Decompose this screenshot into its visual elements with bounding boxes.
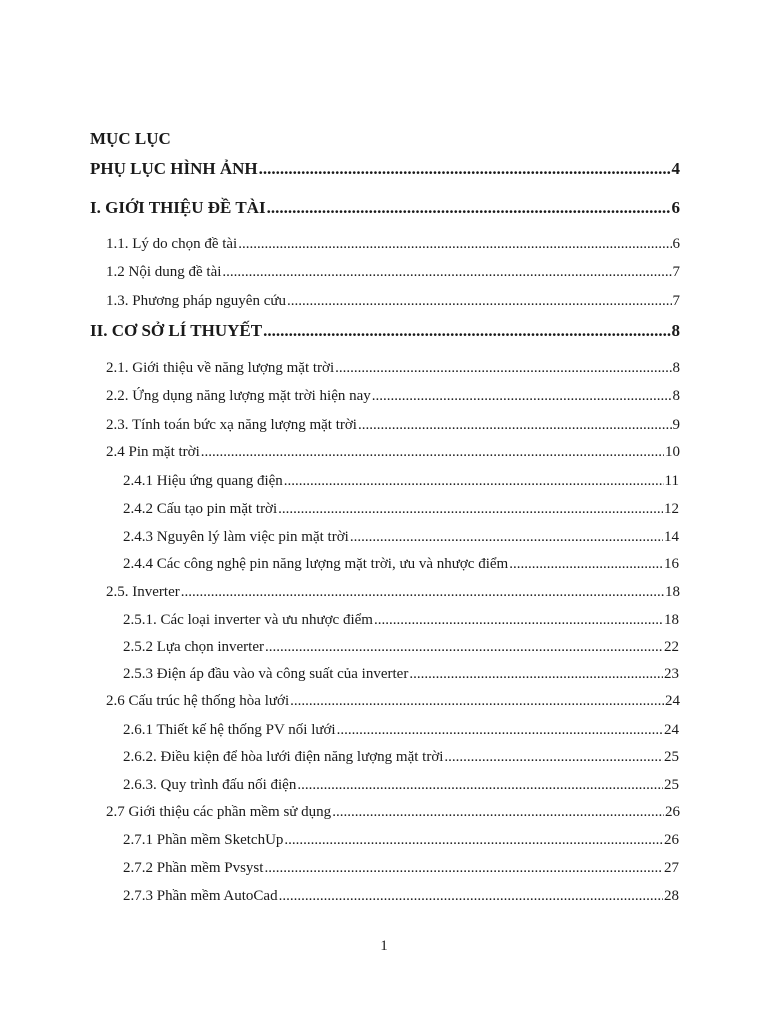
toc-entry-title: 2.5.3 Điện áp đầu vào và công suất của inverter (123, 666, 409, 682)
toc-entry-2-4[interactable] (106, 440, 680, 464)
toc-entry-page: 18 (664, 612, 679, 628)
toc-entry-2-3[interactable] (106, 413, 680, 437)
toc-dot-leader (181, 580, 664, 604)
toc-entry-title: 1.2 Nội dung đề tài (106, 264, 222, 280)
toc-dot-leader (290, 689, 664, 713)
toc-entry-title: 2.6.1 Thiết kế hệ thống PV nối lưới (123, 722, 336, 738)
toc-dot-leader (350, 525, 663, 549)
toc-entry-2-7-1[interactable] (123, 828, 679, 852)
toc-entry-2-6-2[interactable] (123, 745, 679, 769)
toc-entry-2-6[interactable] (106, 689, 680, 713)
toc-dot-leader (263, 319, 670, 343)
toc-entry-page: 25 (664, 777, 679, 793)
toc-entry-page: 16 (664, 556, 679, 572)
toc-entry-1-1[interactable] (106, 232, 680, 256)
toc-entry-2-7-3[interactable] (123, 884, 679, 908)
toc-entry-2-5[interactable] (106, 580, 680, 604)
toc-entry-title: 2.4.1 Hiệu ứng quang điện (123, 473, 283, 489)
toc-entry-page: 27 (664, 860, 679, 876)
toc-entry-phu-luc-hinh-anh[interactable] (90, 157, 680, 181)
toc-dot-leader (287, 289, 671, 313)
toc-entry-page: 24 (665, 693, 680, 709)
toc-entry-page: 8 (671, 321, 680, 340)
toc-entry-title: 2.5.1. Các loại inverter và ưu nhược điểm (123, 612, 373, 628)
toc-entry-page: 7 (672, 293, 680, 309)
toc-entry-title: 2.5.2 Lựa chọn inverter (123, 639, 264, 655)
toc-entry-1-2[interactable] (106, 260, 680, 284)
toc-entry-page: 28 (664, 888, 679, 904)
toc-entry-title: 2.6.2. Điều kiện để hòa lưới điện năng lượng mặt trời (123, 749, 444, 765)
toc-entry-1-3[interactable] (106, 289, 680, 313)
toc-entry-page: 11 (664, 473, 679, 489)
toc-entry-page: 23 (664, 666, 679, 682)
toc-dot-leader (337, 718, 663, 742)
toc-entry-title: II. CƠ SỞ LÍ THUYẾT (90, 321, 263, 340)
toc-entry-title: 2.5. Inverter (106, 584, 180, 600)
toc-entry-2-5-1[interactable] (123, 608, 679, 632)
toc-dot-leader (374, 608, 663, 632)
toc-dot-leader (238, 232, 671, 256)
toc-entry-page: 26 (664, 832, 679, 848)
toc-dot-leader (509, 552, 663, 576)
toc-entry-2-2[interactable] (106, 384, 680, 408)
toc-dot-leader (335, 356, 671, 380)
toc-dot-leader (278, 497, 663, 521)
toc-entry-page: 22 (664, 639, 679, 655)
toc-entry-page: 8 (672, 360, 680, 376)
toc-entry-title: 2.4.2 Cấu tạo pin mặt trời (123, 501, 278, 517)
toc-dot-leader (267, 196, 671, 220)
toc-dot-leader (332, 800, 664, 824)
toc-entry-title: 2.2. Ứng dụng năng lượng mặt trời hiện nay (106, 388, 371, 404)
toc-entry-page: 18 (665, 584, 680, 600)
toc-entry-page: 25 (664, 749, 679, 765)
toc-dot-leader (409, 662, 663, 686)
toc-entry-2-4-3[interactable] (123, 525, 679, 549)
page-number: 1 (380, 938, 388, 954)
toc-entry-title: PHỤ LỤC HÌNH ẢNH (90, 159, 258, 178)
toc-entry-title: 2.1. Giới thiệu về năng lượng mặt trời (106, 360, 335, 376)
toc-dot-leader (284, 469, 664, 493)
toc-entry-2-7-2[interactable] (123, 856, 679, 880)
toc-entry-2-5-3[interactable] (123, 662, 679, 686)
toc-entry-2-5-2[interactable] (123, 635, 679, 659)
toc-dot-leader (259, 157, 671, 181)
toc-dot-leader (297, 773, 663, 797)
toc-entry-page: 10 (665, 444, 680, 460)
toc-entry-2-4-4[interactable] (123, 552, 679, 576)
toc-entry-2-4-2[interactable] (123, 497, 679, 521)
toc-entry-page: 6 (671, 198, 680, 217)
toc-entry-title: 1.3. Phương pháp nguyên cứu (106, 293, 287, 309)
toc-dot-leader (222, 260, 671, 284)
toc-entry-title: 2.7.3 Phần mềm AutoCad (123, 888, 278, 904)
toc-entry-gioi-thieu-de-tai[interactable] (90, 196, 680, 220)
toc-dot-leader (265, 635, 663, 659)
toc-entry-title: I. GIỚI THIỆU ĐỀ TÀI (90, 198, 266, 217)
toc-entry-title: 2.4 Pin mặt trời (106, 444, 200, 460)
toc-entry-title: 2.6.3. Quy trình đấu nối điện (123, 777, 297, 793)
toc-entry-title: 2.6 Cấu trúc hệ thống hòa lưới (106, 693, 290, 709)
toc-entry-2-6-1[interactable] (123, 718, 679, 742)
toc-entry-2-4-1[interactable] (123, 469, 679, 493)
toc-dot-leader (279, 884, 663, 908)
toc-entry-page: 26 (665, 804, 680, 820)
toc-entry-title: 2.7.1 Phần mềm SketchUp (123, 832, 284, 848)
toc-dot-leader (358, 413, 672, 437)
toc-entry-title: 2.7.2 Phần mềm Pvsyst (123, 860, 264, 876)
toc-entry-2-6-3[interactable] (123, 773, 679, 797)
toc-entry-page: 6 (672, 236, 680, 252)
toc-entry-page: 9 (672, 417, 680, 433)
toc-entry-page: 14 (664, 529, 679, 545)
toc-entry-page: 8 (672, 388, 680, 404)
toc-dot-leader (264, 856, 663, 880)
toc-dot-leader (372, 384, 672, 408)
toc-entry-co-so-li-thuyet[interactable] (90, 319, 680, 343)
toc-dot-leader (201, 440, 664, 464)
toc-entry-page: 7 (672, 264, 680, 280)
toc-entry-page: 4 (671, 159, 680, 178)
toc-entry-2-1[interactable] (106, 356, 680, 380)
toc-entry-title: 2.7 Giới thiệu các phần mềm sử dụng (106, 804, 332, 820)
toc-heading: MỤC LỤC (90, 129, 171, 148)
toc-dot-leader (444, 745, 663, 769)
toc-entry-title: 2.4.4 Các công nghệ pin năng lượng mặt trời, ưu và nhược điểm (123, 556, 509, 572)
toc-entry-title: 2.3. Tính toán bức xạ năng lượng mặt trời (106, 417, 357, 433)
toc-entry-2-7[interactable] (106, 800, 680, 824)
toc-entry-page: 12 (664, 501, 679, 517)
toc-entry-title: 2.4.3 Nguyên lý làm việc pin mặt trời (123, 529, 349, 545)
toc-dot-leader (284, 828, 663, 852)
toc-entry-title: 1.1. Lý do chọn đề tài (106, 236, 238, 252)
toc-entry-page: 24 (664, 722, 679, 738)
